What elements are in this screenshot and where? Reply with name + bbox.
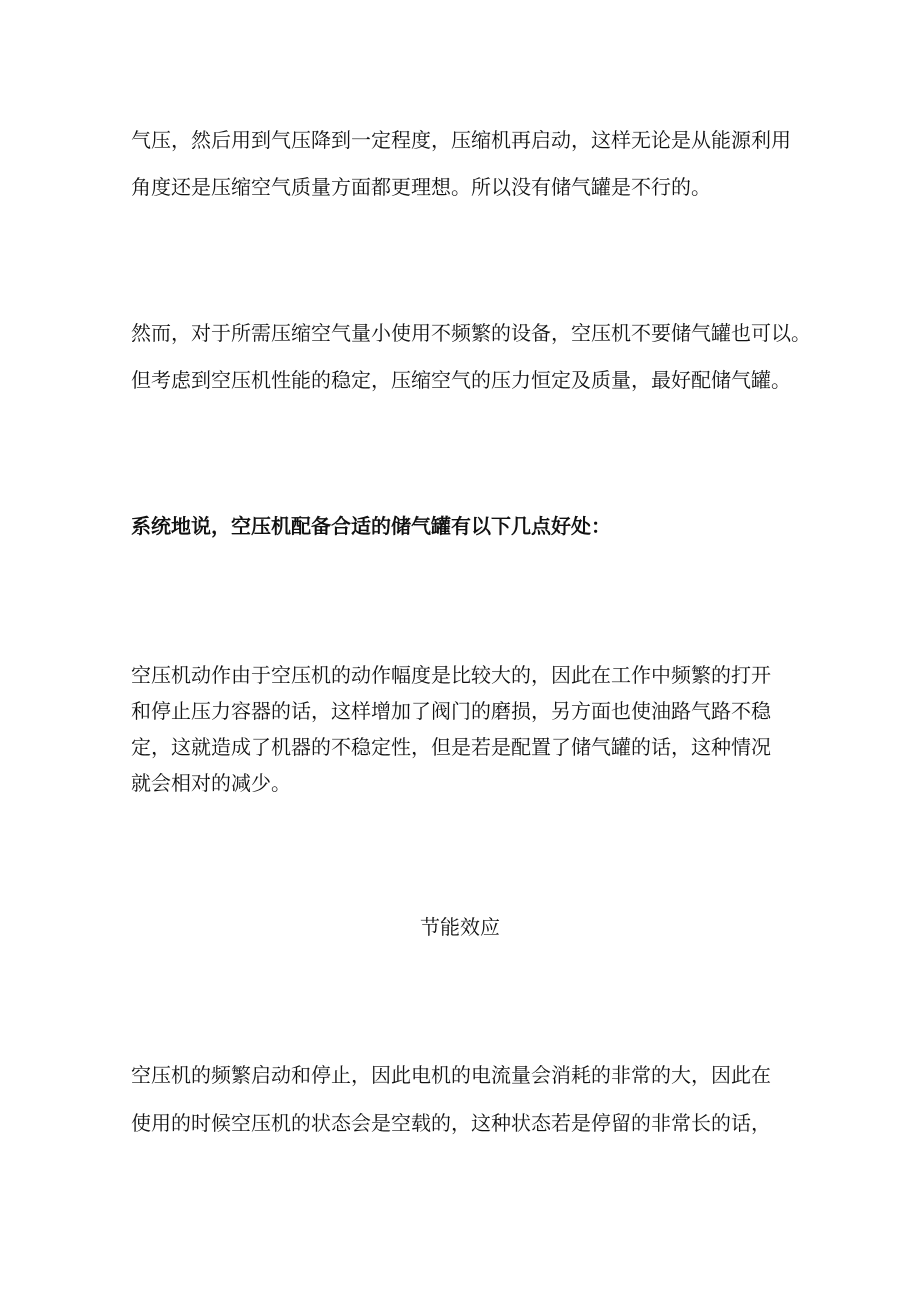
text-line: 使用的时候空压机的状态会是空载的，这种状态若是停留的非常长的话，	[131, 1111, 771, 1135]
paragraph-energy-quality	[131, 117, 799, 211]
section-heading: 节能效应	[420, 915, 500, 939]
text-line: 系统地说，空压机配备合适的储气罐有以下几点好处：	[131, 514, 611, 538]
paragraph-benefits-intro	[131, 511, 799, 541]
paragraph-small-equipment	[131, 310, 811, 404]
text-line: 角度还是压缩空气质量方面都更理想。所以没有储气罐是不行的。	[131, 175, 711, 199]
text-line: 然而，对于所需压缩空气量小使用不频繁的设备，空压机不要储气罐也可以。	[131, 321, 811, 345]
text-line: 定，这就造成了机器的不稳定性，但是若是配置了储气罐的话，这种情况	[131, 735, 771, 759]
text-line: 和停止压力容器的话，这样增加了阀门的磨损，另方面也使油路气路不稳	[131, 699, 771, 723]
text-line: 空压机的频繁启动和停止，因此电机的电流量会消耗的非常的大，因此在	[131, 1063, 771, 1087]
text-line: 就会相对的减少。	[131, 771, 291, 795]
paragraph-energy-saving	[131, 1051, 799, 1147]
text-line: 空压机动作由于空压机的动作幅度是比较大的，因此在工作中频繁的打开	[131, 663, 771, 687]
text-line: 气压，然后用到气压降到一定程度，压缩机再启动，这样无论是从能源利用	[131, 128, 791, 152]
paragraph-valve-wear	[131, 657, 799, 801]
text-line: 但考虑到空压机性能的稳定，压缩空气的压力恒定及质量，最好配储气罐。	[131, 368, 791, 392]
